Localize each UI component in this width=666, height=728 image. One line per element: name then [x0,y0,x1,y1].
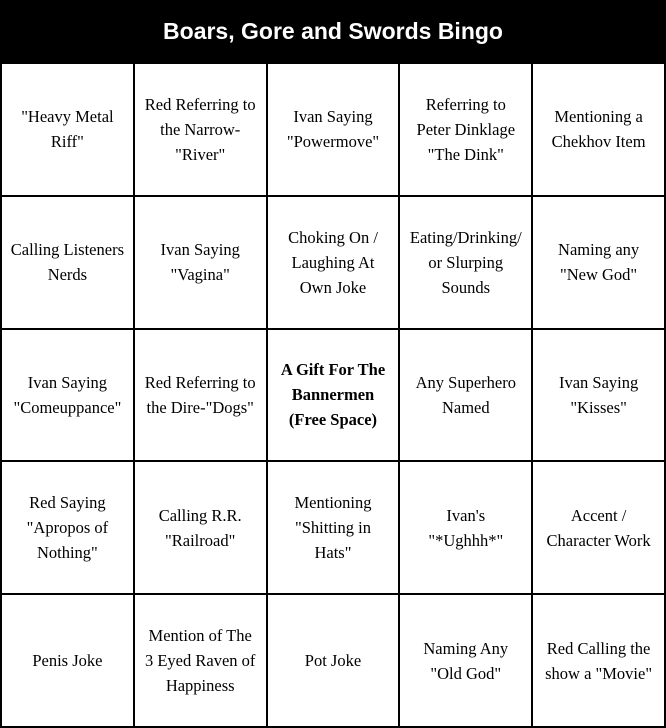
bingo-cell-r2c2[interactable]: Ivan Saying "Vagina" [135,197,268,330]
bingo-grid [0,62,666,728]
bingo-cell-r4c2[interactable]: Calling R.R. "Railroad" [135,462,268,595]
bingo-cell-r5c1[interactable]: Penis Joke [2,595,135,728]
bingo-cell-r3c2[interactable]: Red Referring to the Dire-"Dogs" [135,330,268,463]
bingo-cell-r5c4[interactable]: Naming Any "Old God" [400,595,533,728]
bingo-cell-r2c1[interactable]: Calling Listeners Nerds [2,197,135,330]
bingo-cell-r2c3[interactable]: Choking On / Laughing At Own Joke [268,197,401,330]
bingo-cell-r5c3[interactable]: Pot Joke [268,595,401,728]
bingo-cell-r3c4[interactable]: Any Superhero Named [400,330,533,463]
bingo-cell-r4c3[interactable]: Mentioning "Shitting in Hats" [268,462,401,595]
bingo-cell-r4c4[interactable]: Ivan's "*Ughhh*" [400,462,533,595]
bingo-free-space[interactable]: A Gift For The Bannermen (Free Space) [268,330,401,463]
bingo-cell-r4c1[interactable]: Red Saying "Apropos of Nothing" [2,462,135,595]
bingo-cell-r1c5[interactable]: Mentioning a Chekhov Item [533,64,666,197]
bingo-title: Boars, Gore and Swords Bingo [0,0,666,62]
bingo-cell-r1c4[interactable]: Referring to Peter Dinklage "The Dink" [400,64,533,197]
bingo-cell-r2c5[interactable]: Naming any "New God" [533,197,666,330]
bingo-cell-r1c1[interactable]: "Heavy Metal Riff" [2,64,135,197]
bingo-cell-r2c4[interactable]: Eating/Drinking/ or Slurping Sounds [400,197,533,330]
bingo-cell-r5c2[interactable]: Mention of The 3 Eyed Raven of Happiness [135,595,268,728]
bingo-cell-r3c5[interactable]: Ivan Saying "Kisses" [533,330,666,463]
bingo-cell-r1c2[interactable]: Red Referring to the Narrow- "River" [135,64,268,197]
bingo-cell-r5c5[interactable]: Red Calling the show a "Movie" [533,595,666,728]
bingo-cell-r4c5[interactable]: Accent / Character Work [533,462,666,595]
bingo-cell-r3c1[interactable]: Ivan Saying "Comeuppance" [2,330,135,463]
bingo-cell-r1c3[interactable]: Ivan Saying "Powermove" [268,64,401,197]
